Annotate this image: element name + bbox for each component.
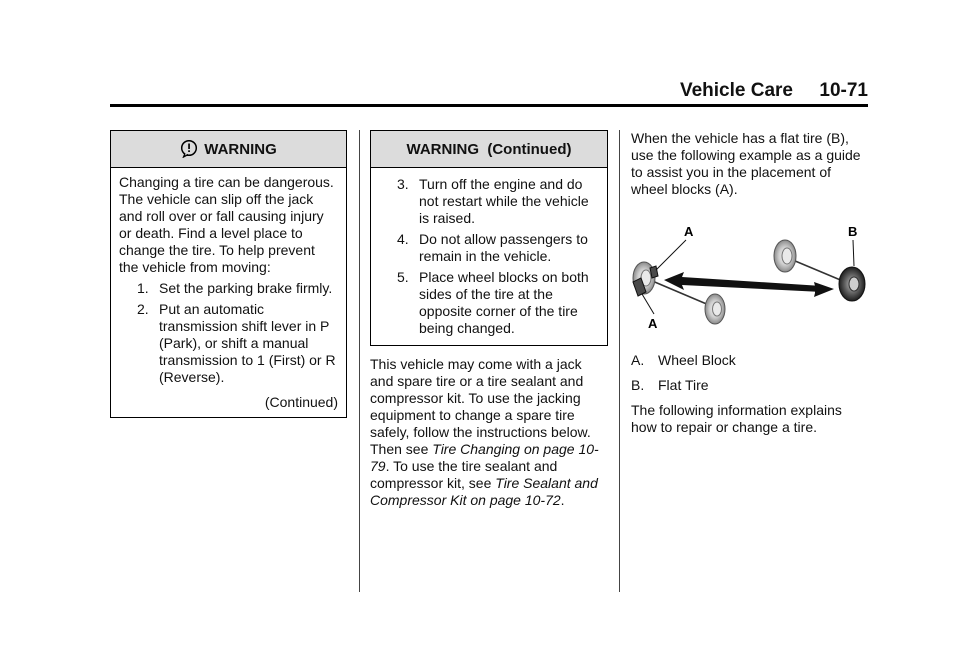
- warning-box: [110, 130, 347, 418]
- figure-label-a: A: [648, 316, 658, 331]
- column-divider-2: [619, 130, 620, 592]
- paragraph-text: . To use the tire sealant and compressor kit, see: [370, 458, 558, 491]
- rear-left-tire: [774, 240, 796, 272]
- step-item: [379, 231, 599, 265]
- warning-header: [111, 131, 346, 168]
- jack-kit-text: [370, 356, 605, 509]
- legend-item: [631, 377, 869, 394]
- step-text: Place wheel blocks on both sides of the tire at the opposite corner of the tire being changed.: [419, 269, 589, 336]
- page-title: Vehicle Care 10-71: [679, 80, 868, 101]
- leader-line: [642, 294, 654, 314]
- wheel-block-icon: [650, 266, 658, 278]
- warning-intro: Changing a tire can be dangerous. The vehicle can slip off the jack and roll over or fall causing injury or death. Find a level place to change the tire. To help prevent the vehicle from moving:: [119, 174, 334, 275]
- warning-header: [371, 131, 607, 168]
- legend-text: Wheel Block: [658, 352, 736, 368]
- warning-title: WARNING: [204, 140, 277, 158]
- column-divider-1: [359, 130, 360, 592]
- page-header: [110, 80, 868, 104]
- step-number: 5.: [397, 269, 409, 285]
- step-text: Put an automatic transmission shift lever in P (Park), or shift a manual transmission to 1 (First) or R (Reverse).: [159, 301, 336, 385]
- repair-outro: The following information explains how to repair or change a tire.: [631, 402, 842, 435]
- figure-label-a: A: [684, 224, 694, 239]
- figure-legend: [631, 352, 869, 444]
- warning-icon: [180, 140, 198, 158]
- legend-item: [631, 352, 869, 369]
- paragraph-text: This vehicle may come with a jack and spare tire or a tire sealant and compressor kit. To use the jacking equipment to change a spare tire safely, follow the instructions below. Then see: [370, 356, 591, 457]
- leader-line: [853, 240, 854, 266]
- tire-changing-link[interactable]: Tire Changing on page 10-79: [370, 441, 599, 474]
- legend-text: Flat Tire: [658, 377, 709, 393]
- step-text: Set the parking brake firmly.: [159, 280, 333, 296]
- warning-steps: [119, 280, 338, 386]
- step-item: [379, 176, 599, 227]
- diagonal-arrow-icon: [664, 272, 834, 297]
- header-rule: [110, 104, 868, 107]
- legend-key: B.: [631, 377, 645, 393]
- step-text: Turn off the engine and do not restart while the vehicle is raised.: [419, 176, 589, 226]
- continued-label: (Continued): [264, 394, 338, 410]
- step-item: [119, 301, 338, 386]
- step-number: 4.: [397, 231, 409, 247]
- leader-line: [656, 240, 686, 270]
- step-text: Do not allow passengers to remain in the vehicle.: [419, 231, 588, 264]
- warning-steps: [379, 176, 599, 337]
- jack-kit-paragraph: [370, 356, 605, 517]
- wheel-block-diagram: [628, 222, 868, 334]
- paragraph-text: .: [560, 492, 565, 508]
- step-number: 3.: [397, 176, 409, 192]
- warning-body: [371, 168, 607, 345]
- step-number: 2.: [137, 301, 149, 317]
- wheel-block-intro: When the vehicle has a flat tire (B), use the following example as a guide to assist you in the placement of wheel blocks (A).: [631, 130, 861, 197]
- step-item: [119, 280, 338, 297]
- flat-tire: [839, 267, 865, 301]
- warning-continued-box: [370, 130, 608, 346]
- warning-title: WARNING (Continued): [406, 140, 572, 158]
- tire-sealant-link[interactable]: Tire Sealant and Compressor Kit on page 10-72: [370, 475, 598, 508]
- step-item: [379, 269, 599, 337]
- right-column: [631, 130, 869, 206]
- legend-key: A.: [631, 352, 645, 368]
- front-right-tire: [705, 294, 725, 324]
- figure-label-b: B: [848, 224, 858, 239]
- warning-body: [111, 168, 346, 417]
- step-number: 1.: [137, 280, 149, 296]
